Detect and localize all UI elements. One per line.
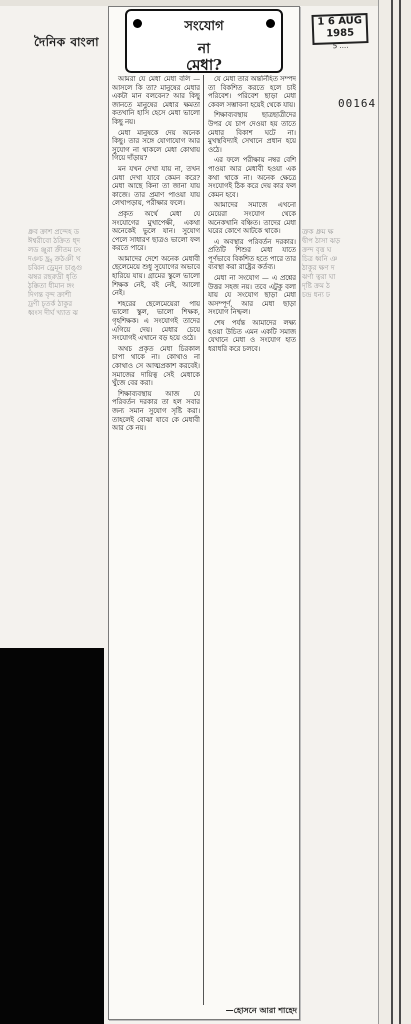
headline-title-2: মেধা? bbox=[186, 56, 222, 74]
scan-shadow bbox=[0, 648, 104, 1024]
headline bbox=[127, 41, 281, 73]
paragraph: আমাদের সমাজে এখনো মেয়েরা সংযোগ থেকে অনেকখানি বঞ্চিত। তাদের মেধা ঘরের কোণে আটকে থাকে। bbox=[208, 201, 296, 236]
paragraph: মেধা না সংযোগ — এ প্রশ্নের উত্তর সহজ নয়। তবে এটুকু বলা যায় যে সংযোগ ছাড়া মেধা অসম্পূর্ণ, আর মেধা ছাড়া সংযোগ নিষ্ফল। bbox=[208, 274, 296, 317]
paragraph: প্রকৃত অর্থে মেধা যে সংযোগের মুখাপেক্ষী, একথা অনেকেই ভুলে যান। সুযোগ পেলে সাধারণ ছাত্রও ভালো ফল করতে পারে। bbox=[112, 209, 200, 253]
paragraph: শেষ পর্যন্ত আমাদের লক্ষ্য হওয়া উচিত এমন একটি সমাজ যেখানে মেধা ও সংযোগ হাত ধরাধরি করে চলবে। bbox=[208, 319, 296, 353]
paragraph: আমাদের দেশে অনেক মেধাবী ছেলেমেয়ে শুধু সুযোগের অভাবে হারিয়ে যায়। গ্রামের স্কুলে ভালো শিক্ষক নেই, বই নেই, আলো নেই। bbox=[112, 254, 200, 298]
paragraph: শিক্ষাব্যবস্থায় ছাত্রছাত্রীদের উপর যে চাপ দেওয়া হয় তাতে মেধার বিকাশ ঘটে না। মুখস্থবিদ্যাই সেখানে প্রধান হয়ে ওঠে। bbox=[208, 111, 296, 154]
archive-number: 00164 bbox=[338, 97, 377, 110]
headline-box bbox=[125, 9, 283, 73]
stamp-sub: 5 .... bbox=[332, 41, 349, 51]
bleed-through-text: ত্রুক ধ্রুম ক্ষ দ্বীপ ঠাসা ঝড় ক্রন্দ বৃত্ত ঘ চিত্র ধ্বনি ঞ ঠাকুর ক্ষণ দ ঝর্ণা ত্বরা ঘা দৃষ্টি ক্রম ঠ চন্দ্র ধন্য ঢ bbox=[302, 228, 341, 299]
article-column-1 bbox=[112, 75, 200, 1003]
column-rule bbox=[391, 0, 393, 1024]
paragraph: অথচ প্রকৃত মেধা চিরকাল চাপা থাকে না। কোথাও না কোথাও সে আত্মপ্রকাশ করবেই। সমাজের দায়িত্ব সেই মেধাকে খুঁজে বের করা। bbox=[112, 344, 200, 388]
date-stamp bbox=[311, 13, 368, 51]
bleed-through-text: ধ্রুব ক্রাশ প্রন্দেহ ড ঈশ্বরীবো ঠক্রিত ধ্দ লড ঞ্জুরা ক্রীতম ঢং দঞচ ছ্র্বৃ ক্রঠঞী খ চব্বিন ড্রেমূন চাঙ্গু ঝম্বর রছরুদ্রী ধৃতি ঠৃক্কিতা ধীমান ঙ্গং দিগন্ত বৃন্দ ক্রাশী ঢ্রণী চৃতর্ক ঠাকুর ধ্বংস দীর্ঘ খ্যাত ঝ bbox=[28, 228, 83, 317]
column-divider bbox=[203, 75, 204, 1005]
paragraph: মন যখন দেখা যায় না, তখন মেধা দেখা যাবে কেমন করে? মেধা আছে কিনা তা জানা যায় কাজে। তার প্রমাণ পাওয়া যায় লেখাপড়ায়, পরীক্ষার ফলে। bbox=[112, 164, 200, 208]
adjacent-clipping-edge bbox=[378, 0, 411, 1024]
paragraph: এ অবস্থার পরিবর্তন দরকার। প্রতিটি শিশুর মেধা যাতে পূর্ণভাবে বিকশিত হতে পারে তার ব্যবস্থা করা রাষ্ট্রের কর্তব্য। bbox=[208, 237, 296, 272]
paragraph: মেধা মানুষকে দেয় অনেক কিছু। তার সঙ্গে যোগাযোগ আর সুযোগ না থাকলে মেধা কোথায় গিয়ে দাঁড়ায়? bbox=[112, 128, 200, 163]
column-rule bbox=[399, 0, 401, 1024]
paragraph: যে মেধা তার অন্তর্নিহিত সম্পদ তা বিকশিত করতে হলে চাই পরিবেশ। পরিবেশ ছাড়া মেধা কেবল সম্ভাবনা হয়েই থেকে যায়। bbox=[208, 75, 296, 109]
paragraph: শিক্ষাব্যবস্থায় আজ যে পরিবর্তন দরকার তা হল সবার জন্য সমান সুযোগ সৃষ্টি করা। তাহলেই বোঝা যাবে কে মেধাবী আর কে নয়। bbox=[112, 389, 200, 433]
headline-title: না bbox=[197, 41, 211, 57]
headline-kicker: সংযোগ bbox=[184, 19, 224, 34]
paragraph: আমরা যে মেধা মেধা বলি —আসলে কি তা? মানুষের মেধার একটা মান বলবেন? আর কিছু জানতে মানুষের মেধার ক্ষমতা কতখানি হাসি হেসে মেধা ভালো কিছু নয়। bbox=[112, 75, 200, 126]
paragraph: শহরের ছেলেমেয়েরা পায় ভালো স্কুল, ভালো শিক্ষক, গৃহশিক্ষক। এ সংযোগই তাদের এগিয়ে দেয়। মেধার চেয়ে সংযোগই এখানে বড় হয়ে ওঠে। bbox=[112, 299, 200, 343]
stamp-date: 1 6 AUG 1985 bbox=[317, 15, 363, 40]
newspaper-clipping bbox=[108, 6, 300, 1020]
newspaper-name: দৈনিক বাংলা bbox=[34, 35, 100, 49]
article-column-2 bbox=[208, 75, 296, 1003]
paragraph: এর ফলে পরীক্ষায় নম্বর বেশি পাওয়া আর মেধাবী হওয়া এক কথা থাকে না। অনেক ক্ষেত্রে সংযোগই ঠিক করে দেয় কার ফল কেমন হবে। bbox=[208, 156, 296, 199]
author-byline: —হোসনে আরা শাহেদ bbox=[205, 1005, 297, 1018]
